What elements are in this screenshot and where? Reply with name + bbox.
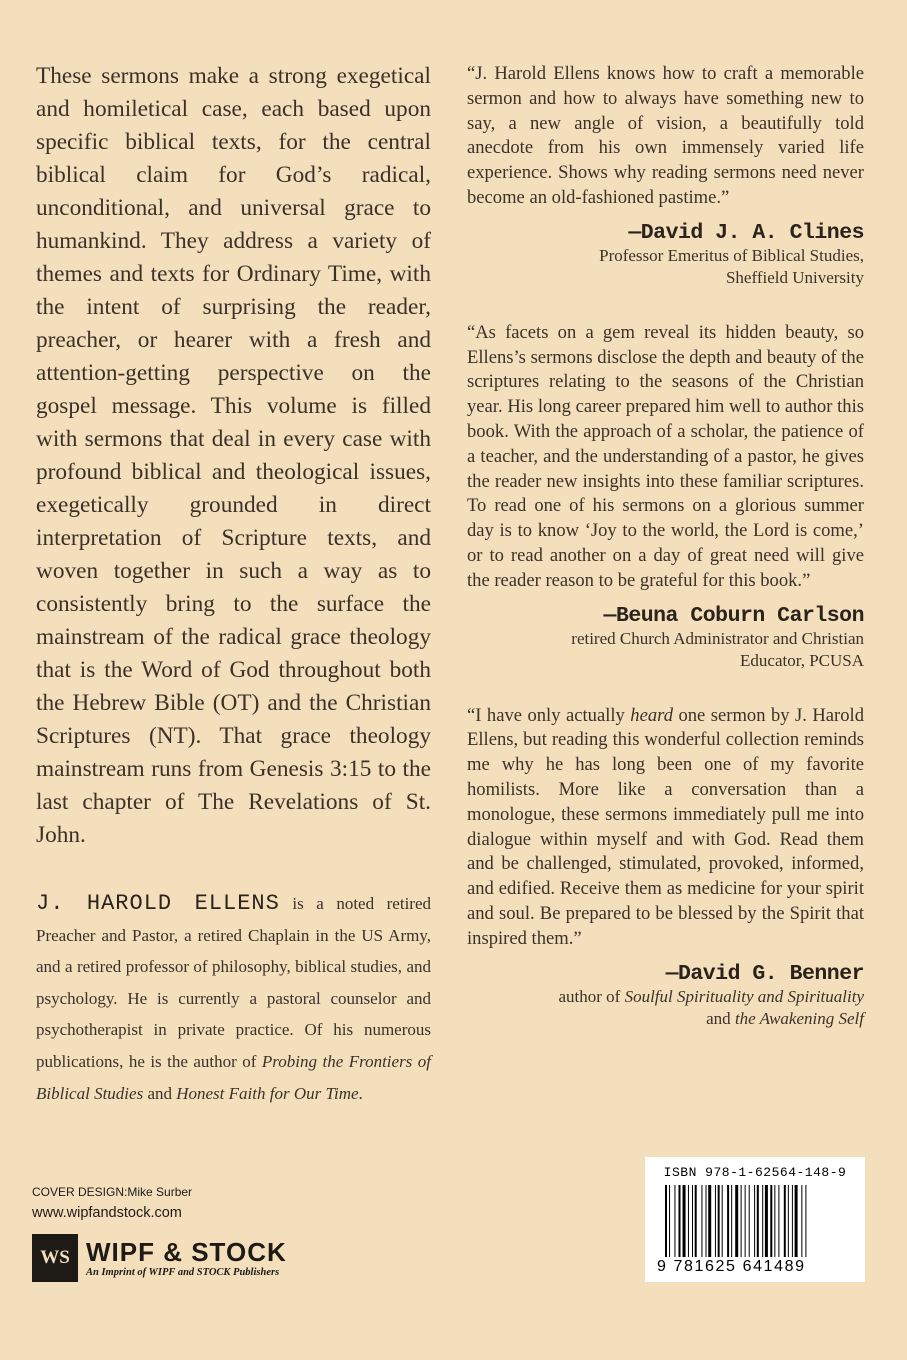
barcode-bar bbox=[665, 1185, 667, 1257]
barcode-bar bbox=[692, 1185, 693, 1257]
barcode-bar bbox=[757, 1185, 759, 1257]
ws-logo-mark-icon: WS bbox=[32, 1234, 78, 1282]
endorsements-column bbox=[467, 62, 864, 1030]
barcode-bar bbox=[774, 1185, 775, 1257]
endorser-title-line-1: Professor Emeritus of Biblical Studies, bbox=[599, 245, 864, 265]
barcode-bar bbox=[683, 1185, 686, 1257]
publisher-imprint: An Imprint of WIPF and STOCK Publishers bbox=[86, 1266, 280, 1278]
barcode-bar bbox=[784, 1185, 786, 1257]
barcode-bar bbox=[770, 1185, 772, 1257]
barcode-bar bbox=[778, 1185, 779, 1257]
quote-emphasis: heard bbox=[630, 704, 673, 726]
barcode-bar bbox=[727, 1185, 729, 1257]
endorser-name: —David J. A. Clines bbox=[628, 220, 864, 245]
barcode-bar bbox=[792, 1185, 793, 1257]
role-text: and bbox=[706, 1008, 735, 1028]
barcode-bar bbox=[722, 1185, 723, 1257]
barcode-bar bbox=[718, 1185, 720, 1257]
cover-design-credit: COVER DESIGN:Mike Surber bbox=[32, 1185, 193, 1199]
endorsement-clines bbox=[467, 62, 864, 289]
endorser-title-line-2: Sheffield University bbox=[725, 267, 864, 287]
barcode-bar bbox=[708, 1185, 711, 1257]
endorsement-quote: “As facets on a gem reveal its hidden beauty, so Ellens’s sermons disclose the depth and beauty of the scriptures relating to the seasons of the Christian year. His long career prepared him well to author this book. With the approach of a scholar, the patience of a teacher, and the understanding of a pastor, he gives the reader new insights into these familiar scriptures. To read one of his sermons on a glorious summer day is to know ‘Joy to the world, the Lord is come,’ or to read another on a day of great need will give the reader reason to be grateful for this book.” bbox=[467, 321, 864, 591]
endorser-title-line-1 bbox=[467, 986, 864, 1008]
isbn-barcode bbox=[645, 1157, 865, 1282]
barcode-icon bbox=[665, 1185, 845, 1259]
barcode-bar bbox=[735, 1185, 738, 1257]
author-name: J. HAROLD ELLENS bbox=[36, 891, 280, 916]
role-book-title: Soulful Spirituality and Spirituality bbox=[624, 986, 864, 1006]
barcode-bar bbox=[731, 1185, 732, 1257]
barcode-bar bbox=[695, 1185, 697, 1257]
endorser-name: —David G. Benner bbox=[665, 961, 864, 986]
bio-book-title-1: Probing the Frontiers of Biblical Studies bbox=[36, 1051, 431, 1103]
bio-text-1: is a noted retired Preacher and Pastor, a retired Chaplain in the US Army, and a retired professor of philosophy, biblical studies, and psychology. He is currently a pastoral counselor and psychotherapist in private practice. Of his numerous publications, he is the author of bbox=[36, 894, 432, 1071]
logo-text bbox=[86, 1236, 287, 1278]
publisher-name: WIPF & STOCK bbox=[86, 1236, 287, 1267]
barcode-bar bbox=[674, 1185, 675, 1257]
barcode-bar bbox=[805, 1185, 806, 1257]
role-text: author of bbox=[558, 986, 625, 1006]
barcode-bar bbox=[788, 1185, 789, 1257]
barcode-bar bbox=[706, 1185, 707, 1257]
barcode-bar bbox=[749, 1185, 750, 1257]
barcode-bar bbox=[688, 1185, 689, 1257]
author-bio bbox=[36, 888, 431, 1109]
quote-text-part: “I have only actually bbox=[467, 704, 631, 726]
publisher-footer bbox=[32, 1184, 287, 1282]
endorsement-benner bbox=[467, 704, 864, 1030]
role-book-title: the Awakening Self bbox=[734, 1008, 864, 1028]
barcode-bar bbox=[754, 1185, 755, 1257]
bio-text-3: . bbox=[358, 1083, 363, 1103]
endorsement-carlson bbox=[467, 321, 864, 672]
publisher-logo bbox=[32, 1234, 287, 1282]
bio-text-2: and bbox=[143, 1083, 177, 1103]
barcode-bar bbox=[715, 1185, 716, 1257]
endorser-title-line-1: retired Church Administrator and Christian bbox=[571, 628, 864, 648]
endorser-title-line-2 bbox=[467, 1008, 864, 1030]
isbn-digits: 9 781625 641489 bbox=[657, 1258, 806, 1275]
endorser-title-line-2: Educator, PCUSA bbox=[740, 650, 864, 670]
isbn-label: ISBN 978-1-62564-148-9 bbox=[663, 1165, 847, 1180]
barcode-bar bbox=[701, 1185, 702, 1257]
barcode-bar bbox=[679, 1185, 681, 1257]
book-description: These sermons make a strong exegetical and homiletical case, each based upon specific biblical texts, for the central biblical claim for God’s radical, unconditional, and universal grace to humankind. They address a variety of themes and texts for Ordinary Time, with the intent of surprising the reader, preacher, or hearer with a fresh and attention-getting perspective on the gospel message. This volume is filled with sermons that deal in every case with profound biblical and theological issues, exegetically grounded in direct interpretation of Scripture texts, and woven together in such a way as to consistently bring to the surface the mainstream of the radical grace theology that is the Word of God throughout both the Hebrew Bible (OT) and the Christian Scriptures (NT). That grace theology mainstream runs from Genesis 3:15 to the last chapter of The Revelations of St. John. bbox=[36, 63, 431, 848]
endorser-name: —Beuna Coburn Carlson bbox=[603, 603, 864, 628]
bio-book-title-2: Honest Faith for Our Time bbox=[176, 1083, 359, 1103]
barcode-bar bbox=[762, 1185, 763, 1257]
quote-text-part: one sermon by J. Harold Ellens, but reading this wonderful collection reminds me why he has long been one of my favorite homilists. More like a conversation than a monologue, these sermons immediately pull me into dialogue within myself and with God. Read them and be challenged, stimulated, provoked, informed, and edified. Receive them as medicine for your spirit and soul. Be prepared to be blessed by the Spirit that inspired them.” bbox=[467, 704, 864, 949]
left-column bbox=[36, 60, 431, 1109]
barcode-bar bbox=[765, 1185, 768, 1257]
barcode-bar bbox=[801, 1185, 802, 1257]
barcode-bar bbox=[741, 1185, 742, 1257]
barcode-bar bbox=[669, 1185, 670, 1257]
publisher-website: www.wipfandstock.com bbox=[32, 1205, 182, 1221]
endorsement-quote: “J. Harold Ellens knows how to craft a memorable sermon and how to always have something new to say, a new angle of vision, a beautifully told anecdote from his own immensely varied life experience. Shows why reading sermons need never become an old-fashioned pastime.” bbox=[467, 63, 864, 208]
barcode-bar bbox=[795, 1185, 798, 1257]
barcode-bar bbox=[745, 1185, 746, 1257]
endorsement-quote bbox=[467, 704, 864, 952]
